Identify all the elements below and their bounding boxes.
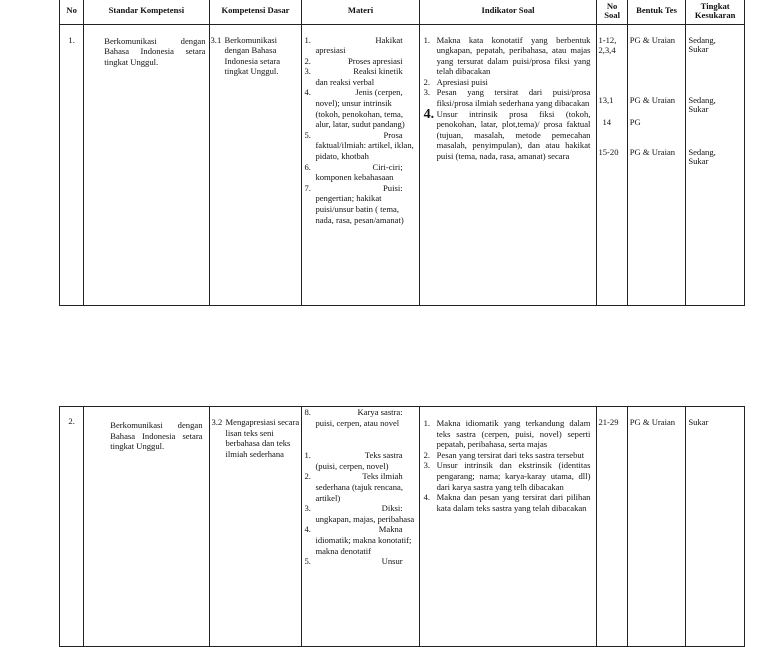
materi-title: Prosa <box>383 129 403 140</box>
materi-description: ungkapan, majas, peribahasa <box>315 513 415 524</box>
materi-number: 4. <box>304 87 311 98</box>
indikator-number: 1. <box>423 418 431 428</box>
no-soal-value: 1-12, <box>598 34 617 45</box>
materi-title: Reaksi kinetik <box>353 66 403 77</box>
bentuk-tes-value: PG & Uraian <box>629 34 676 45</box>
materi-number: 2. <box>304 55 311 66</box>
materi-item <box>304 524 416 556</box>
materi-list <box>304 450 416 567</box>
indikator-number: 3. <box>423 460 431 471</box>
no-soal-cell: 21-29 <box>597 407 627 647</box>
kisi-kisi-table-1 <box>59 0 745 306</box>
header-indikator-soal: Indikator Soal <box>419 0 597 25</box>
indikator-text: Pesan yang tersirat dari teks sastra tersebut <box>436 449 585 460</box>
spacer-row <box>60 25 745 35</box>
bentuk-tes-value: PG & Uraian <box>629 94 676 105</box>
materi-number: 1. <box>304 450 311 461</box>
materi-item <box>304 130 416 162</box>
header-standar-kompetensi: Standar Kompetensi <box>84 0 209 25</box>
kd-number: 3.2 <box>211 417 223 427</box>
materi-title: Teks sastra <box>364 450 403 461</box>
indikator-item <box>424 492 591 513</box>
materi-number: 7. <box>304 182 311 193</box>
kd-text: Berkomunikasi dengan Bahasa Indonesia setara tingkat Unggul. <box>224 34 281 77</box>
materi-item <box>304 450 416 471</box>
materi-number: 3. <box>304 66 311 77</box>
bentuk-tes-value: PG & Uraian <box>629 146 676 157</box>
indikator-list <box>424 35 591 162</box>
materi-item <box>304 35 416 56</box>
materi-title: Karya sastra: <box>357 407 403 417</box>
materi-item <box>304 162 416 183</box>
materi-title: Hakikat <box>375 34 403 45</box>
materi-item <box>304 87 416 129</box>
no-soal-value: 15-20 <box>598 146 619 157</box>
indikator-item <box>424 418 591 450</box>
materi-list <box>304 35 416 226</box>
materi-description: (puisi, cerpen, novel) <box>315 460 389 471</box>
materi-description: faktual/ilmiah: artikel, iklan, pidato, khotbah <box>315 140 414 162</box>
materi-description: komponen kebahasaan <box>315 172 394 183</box>
indikator-cell <box>419 35 597 306</box>
materi-title: Makna <box>378 524 403 535</box>
no-soal-value: 2,3,4 <box>598 44 616 55</box>
bentuk-tes-value: PG <box>629 116 641 127</box>
materi-description: pengertian; hakikat puisi/unsur batin ( tema, nada, rasa, pesan/amanat) <box>315 193 404 225</box>
header-bentuk-tes: Bentuk Tes <box>627 0 686 25</box>
no-soal-cell <box>597 35 627 306</box>
materi-number: 4. <box>304 524 311 535</box>
materi-item <box>304 556 416 567</box>
header-kompetensi-dasar: Kompetensi Dasar <box>209 0 302 25</box>
kd-text: Mengapresiasi secara lisan teks seni berbahasa dan teks ilmiah sederhana <box>225 417 300 459</box>
materi-cell <box>302 407 419 647</box>
kompetensi-dasar-cell <box>209 407 302 647</box>
standar-kompetensi-cell: Berkomunikasi dengan Bahasa Indonesia setara tingkat Unggul. <box>84 407 209 647</box>
materi-item <box>304 183 416 225</box>
indikator-item <box>424 35 591 77</box>
indikator-item <box>424 77 591 88</box>
tingkat-value: Sedang, <box>688 34 716 45</box>
materi-title: Unsur <box>381 556 403 567</box>
indikator-text: Makna idiomatik yang terkandung dalam teks sastra (cerpen, puisi, novel) seperti pepatah, peribahasa, serta majas <box>436 418 591 450</box>
materi-item <box>304 66 416 87</box>
no-soal-value: 13,1 <box>598 94 614 105</box>
indikator-number: 4. <box>423 106 435 122</box>
tingkat-value: Sukar <box>688 103 709 114</box>
materi-title: Ciri-ciri; <box>372 161 403 172</box>
indikator-item <box>424 87 591 108</box>
no-soal-value: 14 <box>602 116 612 127</box>
bentuk-tes-cell <box>627 35 686 306</box>
materi-description: puisi, cerpen, atau novel <box>315 417 400 428</box>
materi-description: idiomatik; makna konotatif; makna denotatif <box>315 534 412 556</box>
materi-item <box>304 407 416 418</box>
materi-description: sederhana (tajuk rencana, artikel) <box>315 481 403 503</box>
indikator-number: 3. <box>423 87 431 98</box>
row-number: 1. <box>60 35 84 306</box>
header-no: No <box>60 0 84 25</box>
standar-kompetensi-cell: Berkomunikasi dengan Bahasa Indonesia setara tingkat Unggul. <box>84 35 209 306</box>
kd-number: 3.1 <box>210 34 222 45</box>
header-materi: Materi <box>302 0 419 25</box>
materi-number: 3. <box>304 503 311 514</box>
tingkat-kesukaran-cell <box>686 35 745 306</box>
materi-number: 2. <box>304 471 311 482</box>
indikator-number: 4. <box>423 492 431 503</box>
materi-number: 1. <box>304 34 311 45</box>
bentuk-tes-cell: PG & Uraian <box>627 407 686 647</box>
indikator-list <box>424 418 591 513</box>
indikator-number: 2. <box>423 76 431 87</box>
table-header-row <box>60 0 745 25</box>
materi-title: Diksi: <box>381 503 403 514</box>
tingkat-value: Sedang, <box>688 146 716 157</box>
indikator-cell <box>419 407 597 647</box>
materi-number: 5. <box>304 129 311 140</box>
kisi-kisi-table-2 <box>59 406 745 647</box>
materi-title: Proses apresiasi <box>347 55 403 66</box>
kompetensi-dasar-cell <box>209 35 302 306</box>
materi-description: apresiasi <box>315 45 346 56</box>
materi-title: Puisi: <box>383 182 403 193</box>
header-no-soal: No Soal <box>597 0 627 25</box>
materi-number: 8. <box>304 407 311 417</box>
materi-title: Teks ilmiah <box>362 471 403 482</box>
indikator-number: 1. <box>423 34 431 45</box>
indikator-number: 2. <box>423 449 431 460</box>
indikator-text: Makna kata konotatif yang berbentuk ungkapan, pepatah, peribahasa, atau majas yang tersurat dalam puisi/prosa fiksi yang telah dibacakan <box>436 34 591 77</box>
indikator-text: Apresiasi puisi <box>436 76 488 87</box>
materi-number: 5. <box>304 556 311 567</box>
table-row <box>60 35 745 306</box>
header-tingkat-kesukaran: Tingkat Kesukaran <box>686 0 745 25</box>
indikator-text: Pesan yang tersirat dari puisi/prosa fiksi/prosa ilmiah sederhana yang dibacakan <box>436 87 591 109</box>
indikator-text: Makna dan pesan yang tersirat dari pilihan kata dalam teks sastra yang telah dibacakan <box>436 492 591 513</box>
materi-item <box>304 503 416 524</box>
materi-cell <box>302 35 419 306</box>
indikator-text: Unsur intrinsik dan ekstrinsik (identitas pengarang; nama; karya-karay utama, dll) dari karya sastra yang telh dibacakan <box>436 460 591 492</box>
materi-number: 6. <box>304 161 311 172</box>
materi-description: novel); unsur intrinsik (tokoh, penokohan, tema, alur, latar, sudut pandang) <box>315 98 405 130</box>
indikator-item <box>424 460 591 492</box>
tingkat-kesukaran-cell: Sukar <box>686 407 745 647</box>
tingkat-value: Sukar <box>688 43 709 54</box>
tingkat-value: Sedang, <box>688 94 716 105</box>
materi-item <box>304 471 416 503</box>
tingkat-value: Sukar <box>688 155 709 166</box>
materi-description: dan reaksi verbal <box>315 76 375 87</box>
indikator-text: Unsur intrinsik prosa fiksi (tokoh, penokohan, latar, plot,tema)/ prosa faktual (tujuan, masalah, metode pemecahan masalah, penyimpulan), dan atau hakikat puisi (tema, nada, rasa, amanat) secara <box>436 108 591 162</box>
materi-item <box>304 56 416 67</box>
row-number: 2. <box>60 407 84 647</box>
table-row <box>60 407 745 647</box>
indikator-item <box>423 106 591 162</box>
materi-title: Jenis (cerpen, <box>355 87 403 98</box>
indikator-item <box>424 450 591 461</box>
